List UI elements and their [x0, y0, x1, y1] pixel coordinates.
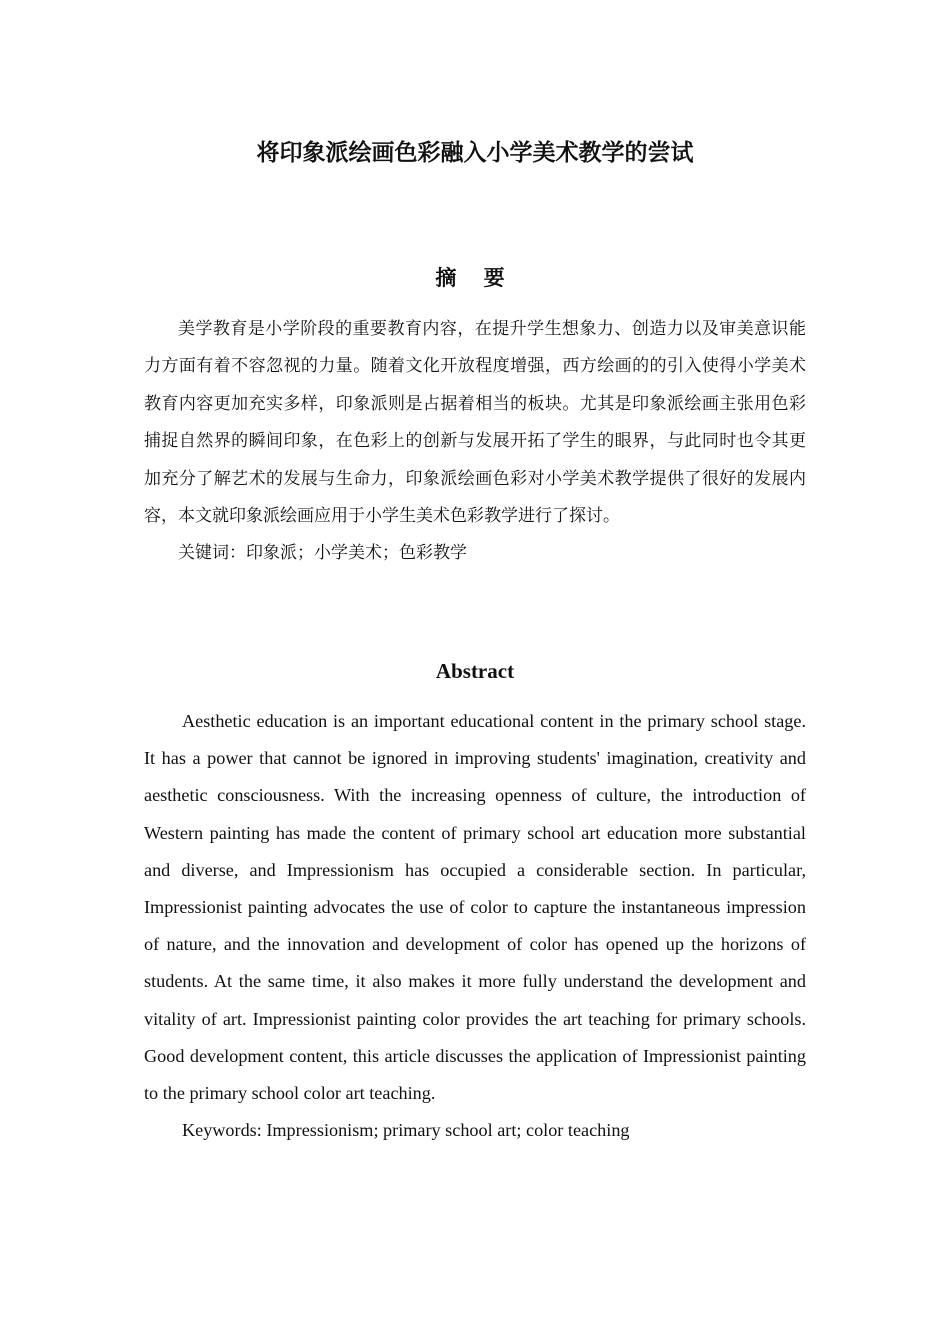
abstract-en-keywords: Keywords: Impressionism; primary school art; color teaching	[182, 1120, 630, 1141]
abstract-en-section	[144, 703, 806, 1149]
abstract-en-paragraph: Aesthetic education is an important educational content in the primary school stage. It has a power that cannot be ignored in improving students' imagination, creativity and aesthetic consciousness. With the increasing openness of culture, the introduction of Western painting has made the content of primary school art education more substantial and diverse, and Impressionism has occupied a considerable section. In particular, Impressionist painting advocates the use of color to capture the instantaneous impression of nature, and the innovation and development of color has opened up the horizons of students. At the same time, it also makes it more fully understand the development and vitality of art. Impressionist painting color provides the art teaching for primary schools. Good development content, this article discusses the application of Impressionist painting to the primary school color art teaching.	[144, 711, 806, 1104]
abstract-zh-heading: 摘 要	[435, 266, 515, 290]
abstract-en-heading: Abstract	[435, 659, 515, 683]
abstract-zh-section	[144, 311, 806, 573]
abstract-zh-paragraph: 美学教育是小学阶段的重要教育内容，在提升学生想象力、创造力以及审美意识能力方面有着不容忽视的力量。随着文化开放程度增强，西方绘画的的引入使得小学美术教育内容更加充实多样，印象派则是占据着相当的板块。尤其是印象派绘画主张用色彩捕捉自然界的瞬间印象，在色彩上的创新与发展开拓了学生的眼界，与此同时也令其更加充分了解艺术的发展与生命力，印象派绘画色彩对小学美术教学提供了很好的发展内容，本文就印象派绘画应用于小学生美术色彩教学进行了探讨。	[144, 319, 806, 527]
abstract-zh-keywords: 关键词：印象派；小学美术；色彩教学	[178, 543, 467, 564]
document-title: 将印象派绘画色彩融入小学美术教学的尝试	[256, 140, 694, 166]
